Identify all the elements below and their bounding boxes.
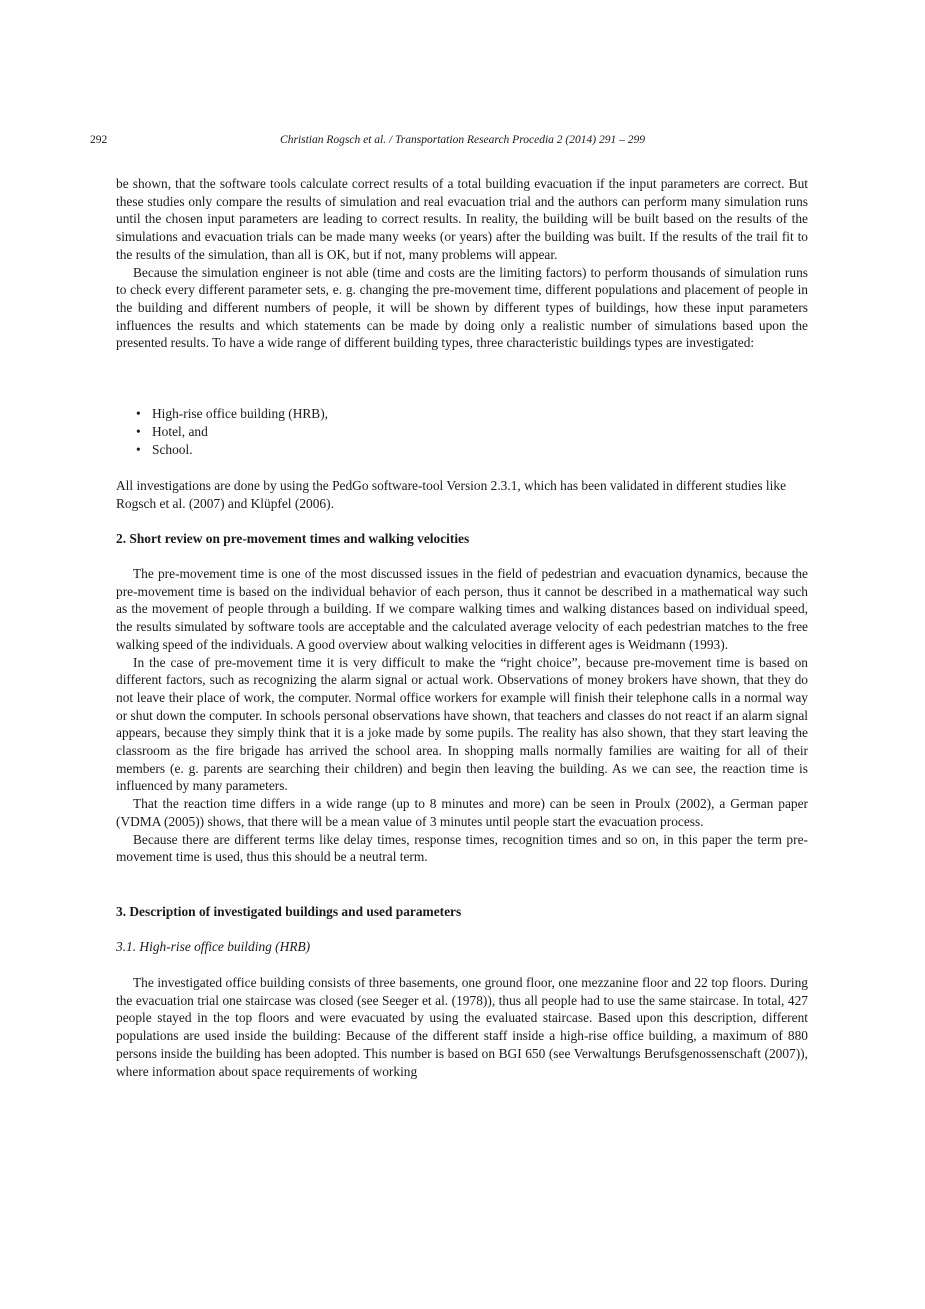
paragraph: That the reaction time differs in a wide range (up to 8 minutes and more) can be seen in Proulx (2002), a German paper (VDMA (2005)) shows, that there will be a mean value of 3 minutes until people start the evacuation process. [116,796,808,829]
section-heading: 2. Short review on pre-movement times and walking velocities [116,531,470,546]
subsection-heading: 3.1. High-rise office building (HRB) [116,939,311,954]
paragraph: The pre-movement time is one of the most discussed issues in the field of pedestrian and evacuation dynamics, because the pre-movement time is based on the individual behavior of each person, thus it cannot be described in a mathematical way such as the movement of people through a building. If we compare walking times and walking distances based on individual speed, the results simulated by software tools are acceptable and the calculated average velocity of each pedestrian matches to the free walking speed of the individuals. A good overview about walking velocities in different ages is Weidmann (1993). [116,566,808,652]
page-number: 292 [90,134,108,146]
intro-section [116,175,808,352]
paragraph: Because the simulation engineer is not able (time and costs are the limiting factors) to perform thousands of simulation runs to check every different parameter sets, e. g. changing the pre-movement time, different populations and placement of people in the building and different numbers of people, it will be shown by different types of buildings, how these input parameters influences the results and which statements can be made by doing only a realistic number of simulations based upon the presented results. To have a wide range of different building types, three characteristic buildings types are investigated: [116,264,808,351]
paragraph: Because there are different terms like delay times, response times, recognition times and so on, in this paper the term pre-movement time is used, thus this should be a neutral term. [116,831,808,865]
paragraph: In the case of pre-movement time it is very difficult to make the “right choice”, because pre-movement time is based on different factors, such as recognizing the alarm signal or actual work. Observations of money brokers have shown, that they do not leave their place of work, the computer. Normal office workers for example will finish their telephone calls in a normal way or shut down the computer. In schools personal observations have shown, that teachers and classes do not react if an alarm signal appears, because they simply think that it is a joke made by some pupils. The reality has also shown, that they start leaving the classroom as the fire brigade has arrived the school area. In shopping malls normally families are waiting for all of their members (e. g. parents are searching their children) and begin then leaving the building. As we can see, the reaction time is influenced by many parameters. [116,654,808,794]
list-item: • School. [116,441,808,459]
section-heading: 3. Description of investigated buildings and used parameters [116,904,462,919]
list-item: • Hotel, and [116,423,808,441]
paragraph: All investigations are done by using the PedGo software-tool Version 2.3.1, which has been validated in different studies like Rogsch et al. (2007) and Klüpfel (2006). [116,478,787,511]
building-type-list [116,405,808,458]
list-item: • High-rise office building (HRB), [116,405,808,423]
running-header: Christian Rogsch et al. / Transportation Research Procedia 2 (2014) 291 – 299 [280,134,645,146]
paragraph: be shown, that the software tools calculate correct results of a total building evacuation if the input parameters are correct. But these studies only compare the results of simulation and real evacuation trial and the authors can perform many simulation runs until the chosen input parameters are leading to correct results. In reality, the building will be built based on the results of the simulations and evacuation trials can be made many weeks (or years) after the building was built. If the results of the trail fit to the results of the simulation, than all is OK, but if not, many problems will appear. [116,176,808,262]
paragraph: The investigated office building consists of three basements, one ground floor, one mezzanine floor and 22 top floors. During the evacuation trial one staircase was closed (see Seeger et al. (1978)), thus all people had to use the same staircase. In total, 427 people stayed in the top floors and were evacuated by using the evaluated staircase. Based upon this description, different populations are used inside the building: Because of the different staff inside a high-rise office building, a maximum of 880 persons inside the building has been adopted. This number is based on BGI 650 (see Verwaltungs Berufsgenossenschaft (2007)), where information about space requirements of working [116,975,808,1079]
section-2-body [116,565,808,866]
